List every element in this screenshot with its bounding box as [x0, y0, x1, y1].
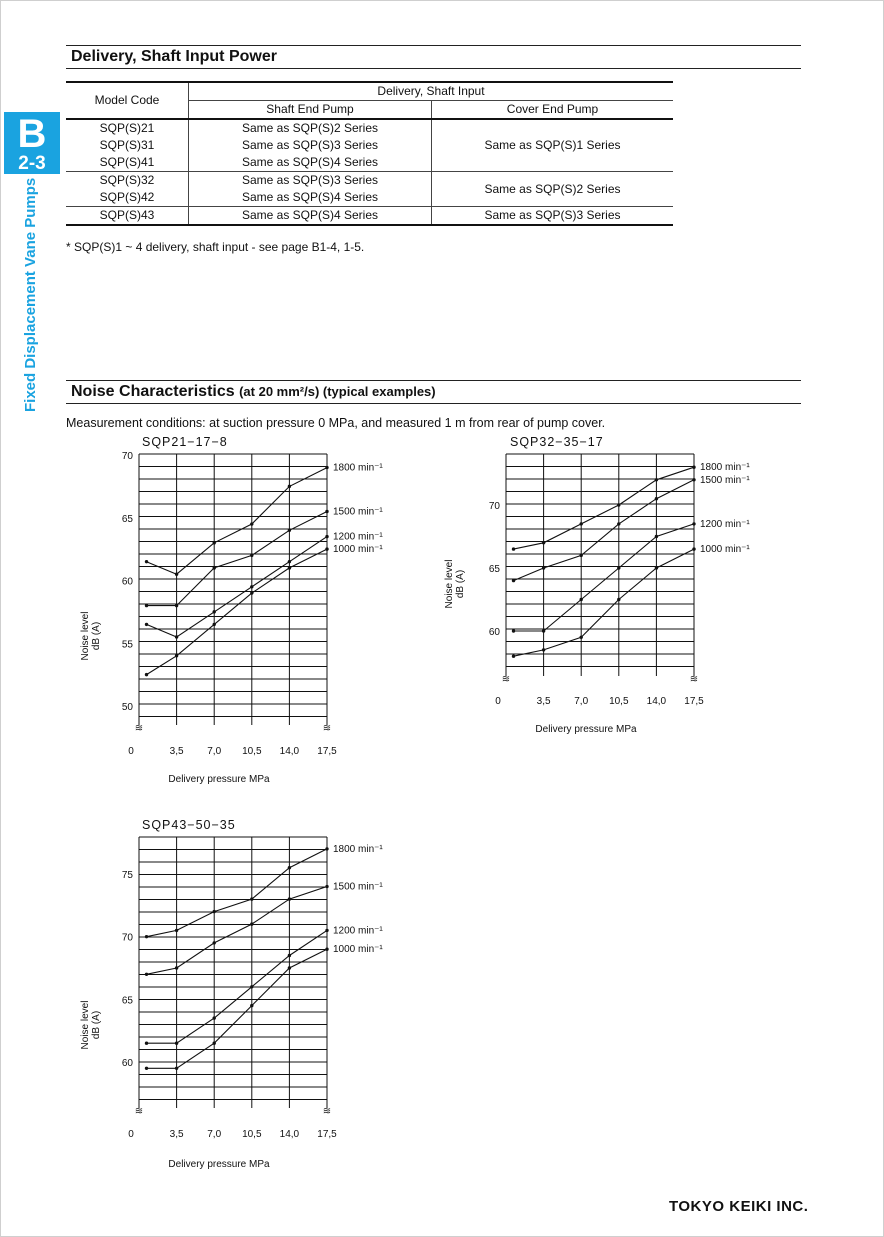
model-code-header: Model Code: [66, 82, 189, 119]
y-tick-label: 50: [121, 702, 133, 713]
noise-title-text: Noise Characteristics: [71, 383, 235, 400]
section-tab: [4, 112, 60, 174]
data-point: [175, 966, 178, 969]
y-axis-label: [80, 1001, 102, 1050]
series-legend-label: 1200 min⁻¹: [333, 925, 383, 937]
y-tick-label: 60: [121, 576, 133, 588]
data-point: [655, 535, 658, 538]
data-point: [175, 635, 178, 638]
cover-end-cell: Same as SQP(S)2 Series: [432, 172, 674, 207]
y-tick-label: 70: [121, 451, 133, 462]
series-line: [147, 468, 328, 575]
axis-break-mark: ≋: [501, 674, 511, 685]
data-point: [213, 1042, 216, 1045]
data-point: [617, 522, 620, 525]
data-point: [692, 547, 695, 550]
data-point: [542, 541, 545, 544]
data-point: [580, 522, 583, 525]
x-tick-label: 14,0: [279, 746, 300, 757]
data-point: [175, 1042, 178, 1045]
noise-condition-text: (at 20 mm²/s) (typical examples): [239, 384, 436, 399]
data-point: [325, 885, 328, 888]
y-tick-label: 65: [121, 995, 133, 1007]
model-cell: SQP(S)41: [66, 154, 189, 172]
data-point: [250, 585, 253, 588]
shaft-end-header: Shaft End Pump: [189, 101, 432, 120]
series-line: [514, 549, 695, 656]
data-point: [617, 598, 620, 601]
data-point: [692, 466, 695, 469]
data-point: [580, 636, 583, 639]
data-point: [213, 541, 216, 544]
series-legend-label: 1000 min⁻¹: [700, 544, 750, 556]
cover-end-cell: Same as SQP(S)1 Series: [432, 119, 674, 172]
data-point: [288, 866, 291, 869]
y-tick-label: 60: [488, 627, 500, 638]
data-point: [542, 566, 545, 569]
data-point: [250, 985, 253, 988]
model-cell: SQP(S)21: [99, 121, 155, 135]
series-legend-label: 1200 min⁻¹: [333, 531, 383, 543]
data-point: [580, 554, 583, 557]
brand-logo-text: TOKYO KEIKI INC.: [669, 1198, 809, 1215]
x-axis-label: Delivery pressure MPa: [168, 1159, 270, 1170]
data-point: [325, 510, 328, 513]
data-point: [175, 654, 178, 657]
data-point: [250, 554, 253, 557]
x-tick-label: 0: [128, 1129, 134, 1140]
data-point: [617, 503, 620, 506]
data-point: [512, 547, 515, 550]
data-point: [692, 522, 695, 525]
data-point: [288, 485, 291, 488]
data-point: [325, 535, 328, 538]
shaft-end-cell: Same as SQP(S)4 Series: [189, 154, 432, 172]
chart-title: SQP43−50−35: [142, 818, 236, 832]
x-tick-label: 7,0: [574, 696, 589, 707]
data-point: [288, 954, 291, 957]
axis-break-mark: ≋: [134, 1106, 144, 1117]
delivery-table: [66, 81, 673, 226]
data-point: [325, 547, 328, 550]
x-tick-label: 17,5: [317, 1129, 337, 1140]
x-tick-label: 14,0: [279, 1129, 300, 1140]
data-point: [250, 922, 253, 925]
x-tick-label: 0: [495, 696, 501, 707]
data-point: [288, 897, 291, 900]
tab-number: 2-3: [18, 153, 46, 174]
x-tick-label: 10,5: [609, 696, 629, 707]
data-point: [213, 910, 216, 913]
series-legend-label: 1000 min⁻¹: [333, 944, 383, 956]
data-point: [325, 847, 328, 850]
x-tick-label: 7,0: [207, 1129, 222, 1140]
y-axis-label-line: dB (A): [91, 621, 102, 651]
x-tick-label: 10,5: [242, 1129, 262, 1140]
data-point: [655, 478, 658, 481]
data-point: [175, 929, 178, 932]
chart-grid: [506, 454, 694, 676]
y-axis-label: [444, 560, 466, 609]
delivery-title-text: Delivery, Shaft Input Power: [71, 48, 277, 65]
data-point: [617, 566, 620, 569]
y-tick-label: 65: [488, 564, 500, 575]
series-legend-label: 1200 min⁻¹: [700, 518, 750, 530]
shaft-end-cell: Same as SQP(S)4 Series: [189, 207, 432, 226]
data-point: [145, 623, 148, 626]
shaft-end-cell: Same as SQP(S)3 Series: [189, 172, 432, 190]
data-point: [145, 604, 148, 607]
noise-chart-sqp21: [74, 432, 394, 792]
model-cell: SQP(S)32: [99, 173, 155, 187]
chart-title: SQP32−35−17: [510, 435, 604, 449]
data-point: [655, 497, 658, 500]
data-point: [325, 466, 328, 469]
data-point: [213, 610, 216, 613]
data-point: [250, 591, 253, 594]
cover-end-cell: Same as SQP(S)3 Series: [432, 207, 674, 226]
chart-title: SQP21−17−8: [142, 435, 228, 449]
data-point: [250, 1004, 253, 1007]
series-legend-label: 1500 min⁻¹: [333, 506, 383, 518]
model-cell: SQP(S)42: [66, 189, 189, 207]
series-line: [147, 549, 328, 675]
axis-break-mark: ≋: [322, 723, 332, 734]
chart-series: [145, 466, 329, 676]
data-point: [213, 566, 216, 569]
data-point: [145, 973, 148, 976]
y-axis-label-line: dB (A): [91, 1010, 102, 1040]
data-point: [145, 560, 148, 563]
data-point: [542, 648, 545, 651]
y-tick-label: 55: [121, 639, 133, 651]
y-tick-label: 60: [121, 1058, 133, 1069]
series-legend-label: 1800 min⁻¹: [333, 462, 383, 474]
axis-break-mark: ≋: [134, 723, 144, 734]
shaft-end-cell: Same as SQP(S)4 Series: [189, 189, 432, 207]
y-axis-label: [80, 612, 102, 661]
y-tick-label: 65: [121, 513, 133, 525]
data-point: [288, 560, 291, 563]
tab-letter: B: [17, 112, 47, 156]
data-point: [213, 623, 216, 626]
y-axis-label-line: dB (A): [455, 569, 466, 599]
data-point: [145, 1042, 148, 1045]
data-point: [512, 655, 515, 658]
data-point: [692, 478, 695, 481]
shaft-end-cell: Same as SQP(S)2 Series: [189, 119, 432, 137]
chart-grid: [139, 837, 327, 1108]
axis-break-mark: ≋: [689, 674, 699, 685]
data-point: [325, 948, 328, 951]
data-point: [288, 529, 291, 532]
series-legend-label: 1500 min⁻¹: [333, 881, 383, 893]
x-tick-label: 10,5: [242, 746, 262, 757]
noise-title-wrap: [71, 383, 436, 401]
data-point: [145, 673, 148, 676]
x-tick-label: 14,0: [646, 696, 667, 707]
x-tick-label: 7,0: [207, 746, 222, 757]
delivery-section-title: [66, 45, 801, 69]
series-legend-label: 1800 min⁻¹: [333, 843, 383, 855]
series-line: [147, 949, 328, 1068]
y-axis-label-line: Noise level: [80, 611, 91, 661]
side-category-label: Fixed Displacement Vane Pumps: [22, 177, 39, 412]
cover-end-header: Cover End Pump: [432, 101, 674, 120]
data-point: [512, 579, 515, 582]
data-point: [175, 604, 178, 607]
measurement-conditions: Measurement conditions: at suction pressure 0 MPa, and measured 1 m from rear of pump cover.: [66, 416, 606, 430]
series-line: [514, 480, 695, 581]
x-tick-label: 17,5: [317, 746, 337, 757]
series-legend-label: 1000 min⁻¹: [333, 544, 383, 556]
y-tick-label: 75: [121, 870, 133, 881]
table-row: [66, 119, 673, 137]
y-tick-label: 70: [488, 501, 500, 512]
x-tick-label: 17,5: [684, 696, 704, 707]
data-point: [250, 522, 253, 525]
data-point: [213, 941, 216, 944]
y-axis-label-line: Noise level: [80, 1000, 91, 1050]
data-point: [250, 897, 253, 900]
noise-chart-sqp43: [74, 815, 394, 1175]
table-row: [66, 207, 673, 226]
group-header: Delivery, Shaft Input: [189, 82, 674, 101]
x-tick-label: 3,5: [536, 696, 551, 707]
y-tick-label: 70: [121, 932, 133, 944]
data-point: [145, 935, 148, 938]
series-line: [147, 537, 328, 637]
noise-section-title: [66, 380, 801, 404]
series-legend-label: 1500 min⁻¹: [700, 474, 750, 486]
model-cell: SQP(S)43: [66, 207, 189, 226]
data-point: [542, 629, 545, 632]
x-tick-label: 0: [128, 746, 134, 757]
noise-chart-sqp32: [438, 432, 768, 742]
series-legend-label: 1800 min⁻¹: [700, 462, 750, 474]
data-point: [175, 573, 178, 576]
x-axis-label: Delivery pressure MPa: [535, 724, 637, 735]
data-point: [288, 966, 291, 969]
data-point: [655, 566, 658, 569]
x-axis-label: Delivery pressure MPa: [168, 774, 270, 785]
data-point: [512, 629, 515, 632]
model-cell: SQP(S)31: [99, 138, 155, 152]
y-axis-label-line: Noise level: [444, 559, 455, 609]
data-point: [175, 1067, 178, 1070]
delivery-footnote: * SQP(S)1 ~ 4 delivery, shaft input - see page B1-4, 1-5.: [66, 240, 365, 254]
data-point: [580, 598, 583, 601]
data-point: [288, 566, 291, 569]
shaft-end-cell: Same as SQP(S)3 Series: [189, 137, 432, 154]
x-tick-label: 3,5: [169, 1129, 184, 1140]
x-tick-label: 3,5: [169, 746, 184, 757]
axis-break-mark: ≋: [322, 1106, 332, 1117]
chart-grid: [139, 454, 327, 725]
data-point: [325, 929, 328, 932]
data-point: [213, 1016, 216, 1019]
data-point: [145, 1067, 148, 1070]
table-row: [66, 172, 673, 190]
